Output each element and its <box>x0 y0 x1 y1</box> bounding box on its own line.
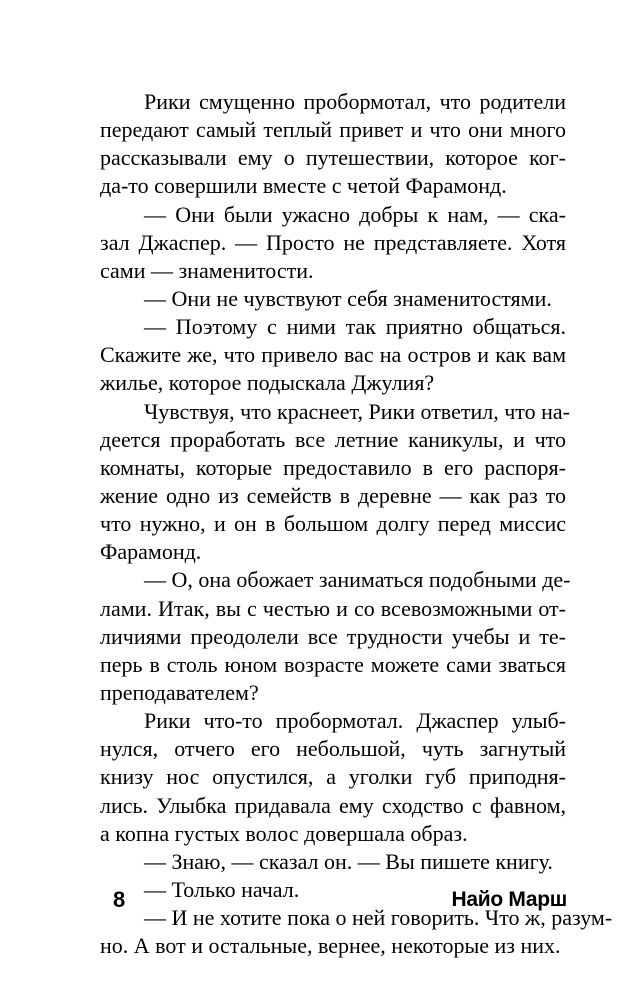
text-line: личиями преодолели все трудности учебы и те- <box>100 623 566 649</box>
text-line: перь в столь юном возрасте можете сами зваться <box>100 651 566 677</box>
text-line: Чувствуя, что краснеет, Рики ответил, что на- <box>144 398 570 424</box>
text-line: — Знаю, — сказал он. — Вы пишете книгу. <box>144 848 553 874</box>
text-line: деется проработать все летние каникулы, и что <box>100 426 566 452</box>
text-line: Рики что-то пробормотал. Джаспер улыб- <box>144 708 566 734</box>
text-line: Скажите же, что привело вас на остров и как вам <box>100 342 566 368</box>
text-line: — Только начал. <box>144 876 300 902</box>
text-line: — О, она обожает заниматься подобными де- <box>144 567 571 593</box>
text-line: Рики смущенно пробормотал, что родители <box>144 89 566 114</box>
text-line: Фарамонд. <box>100 539 202 565</box>
text-line: передают самый теплый привет и что они много <box>100 117 566 143</box>
text-line: — Поэтому с ними так приятно общаться. <box>144 314 566 340</box>
text-line: лись. Улыбка придавала ему сходство с фавном, <box>100 792 566 818</box>
text-line: но. А вот и остальные, вернее, некоторые из них. <box>100 933 561 959</box>
text-line: рассказывали ему о путешествии, которое ког- <box>100 145 566 171</box>
text-line: — И не хотите пока о ней говорить. Что ж, разум- <box>144 905 613 931</box>
text-line: преподавателем? <box>100 679 259 705</box>
text-line: — Они были ужасно добры к нам, — ска- <box>144 201 566 227</box>
page-number: 8 <box>113 887 126 912</box>
text-line: лами. Итак, вы с честью и со всевозможными от- <box>100 595 566 621</box>
text-line: книзу нос опустился, а уголки губ приподня- <box>100 764 566 790</box>
text-line: зал Джаспер. — Просто не представляете. Хотя <box>100 229 566 255</box>
author-name: Найо Марш <box>451 888 567 911</box>
page-footer <box>113 885 567 915</box>
text-line: да-то совершили вместе с четой Фарамонд. <box>100 173 507 199</box>
text-line: комнаты, которые предоставило в его распоря- <box>100 454 566 480</box>
text-line: жение одно из семейств в деревне — как раз то <box>100 482 566 508</box>
text-line: что нужно, и он в большом долгу перед миссис <box>100 511 566 537</box>
text-line: жилье, которое подыскала Джулия? <box>100 370 435 396</box>
text-line: — Они не чувствуют себя знаменитостями. <box>144 285 552 311</box>
text-line: сами — знаменитости. <box>100 257 314 283</box>
text-line: нулся, отчего его небольшой, чуть загнутый <box>100 736 566 762</box>
text-line: а копна густых волос довершала образ. <box>100 820 468 846</box>
body-text <box>100 88 613 960</box>
